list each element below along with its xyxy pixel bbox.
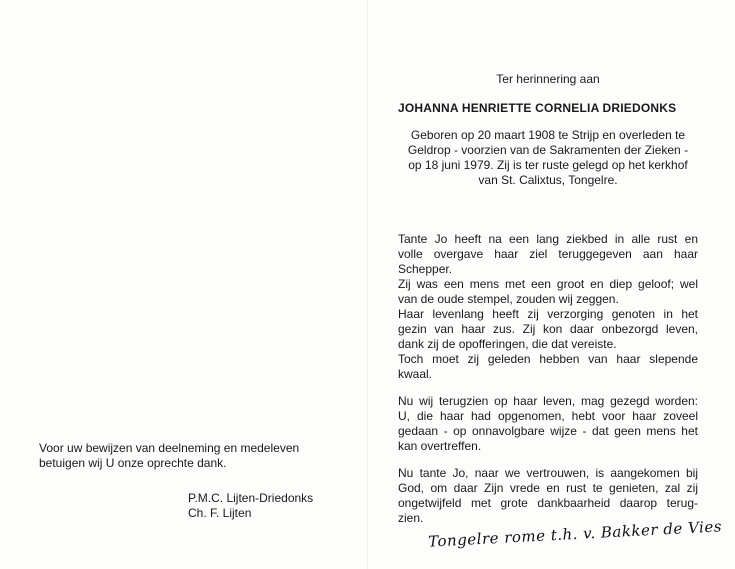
text-line: volle overgave haar ziel teruggegeven aan haar xyxy=(398,247,698,261)
text-line: Toch moet zij geleden hebben van haar slepende xyxy=(398,352,698,366)
text-line: God, om daar Zijn vrede en rust te genieten, zal zij xyxy=(398,481,698,495)
text-line: gedaan - op onnavolgbare wijze - dat geen mens het xyxy=(398,424,698,438)
text-line: ongetwijfeld met grote dankbaarheid daarop terug- xyxy=(398,496,698,510)
right-panel xyxy=(398,72,698,538)
deceased-name: JOHANNA HENRIETTE CORNELIA DRIEDONKS xyxy=(398,101,677,115)
thanks-text xyxy=(39,441,339,471)
text-line: kan overtreffen. xyxy=(398,439,482,453)
text-line: gezin van haar zus. Zij kon daar onbezorgd leven, xyxy=(398,322,698,336)
text-line: betuigen wij U onze oprechte dank. xyxy=(39,456,227,470)
info-line: Geboren op 20 maart 1908 te Strijp en overleden te xyxy=(410,128,686,142)
text-line: dank zij de opofferingen, die dat vereiste. xyxy=(398,337,617,351)
eulogy-paragraph-2 xyxy=(398,394,698,454)
text-line: Haar levenlang heeft zij verzorging genoten in het xyxy=(398,307,698,321)
eulogy-paragraph-3 xyxy=(398,466,698,526)
text-line: U, die haar had opgenomen, hebt voor haar zoveel xyxy=(398,409,698,423)
text-line: Nu tante Jo, naar we vertrouwen, is aangekomen bij xyxy=(398,466,698,480)
info-line: Geldrop - voorzien van de Sakramenten der Zieken - xyxy=(407,143,689,157)
signer-name: P.M.C. Lijten-Driedonks xyxy=(188,491,314,505)
text-line: Tante Jo heeft na een lang ziekbed in alle rust en xyxy=(398,232,698,246)
info-line: op 18 juni 1979. Zij is ter ruste gelegd op het kerkhof xyxy=(408,158,688,172)
signers xyxy=(188,491,313,521)
info-line: van St. Calixtus, Tongelre. xyxy=(478,173,618,187)
handwritten-note: Tongelre rome t.h. v. Bakker de Vies xyxy=(427,517,723,551)
eulogy xyxy=(398,232,698,526)
text-line: kwaal. xyxy=(398,367,433,381)
text-line: Nu wij terugzien op haar leven, mag gezegd worden: xyxy=(398,394,698,408)
intro-text: Ter herinnering aan xyxy=(496,72,600,86)
text-line: Zij was een mens met een groot en diep geloof; wel xyxy=(398,277,698,291)
text-line: Schepper. xyxy=(398,262,453,276)
text-line: zien. xyxy=(398,511,424,525)
birth-death-info xyxy=(398,128,698,188)
text-line: van de oude stempel, zouden wij zeggen. xyxy=(398,292,619,306)
text-line: Voor uw bewijzen van deelneming en medeleven xyxy=(39,441,300,455)
eulogy-paragraph-1 xyxy=(398,232,698,382)
fold-line xyxy=(367,0,368,569)
signer-name: Ch. F. Lijten xyxy=(188,506,252,520)
